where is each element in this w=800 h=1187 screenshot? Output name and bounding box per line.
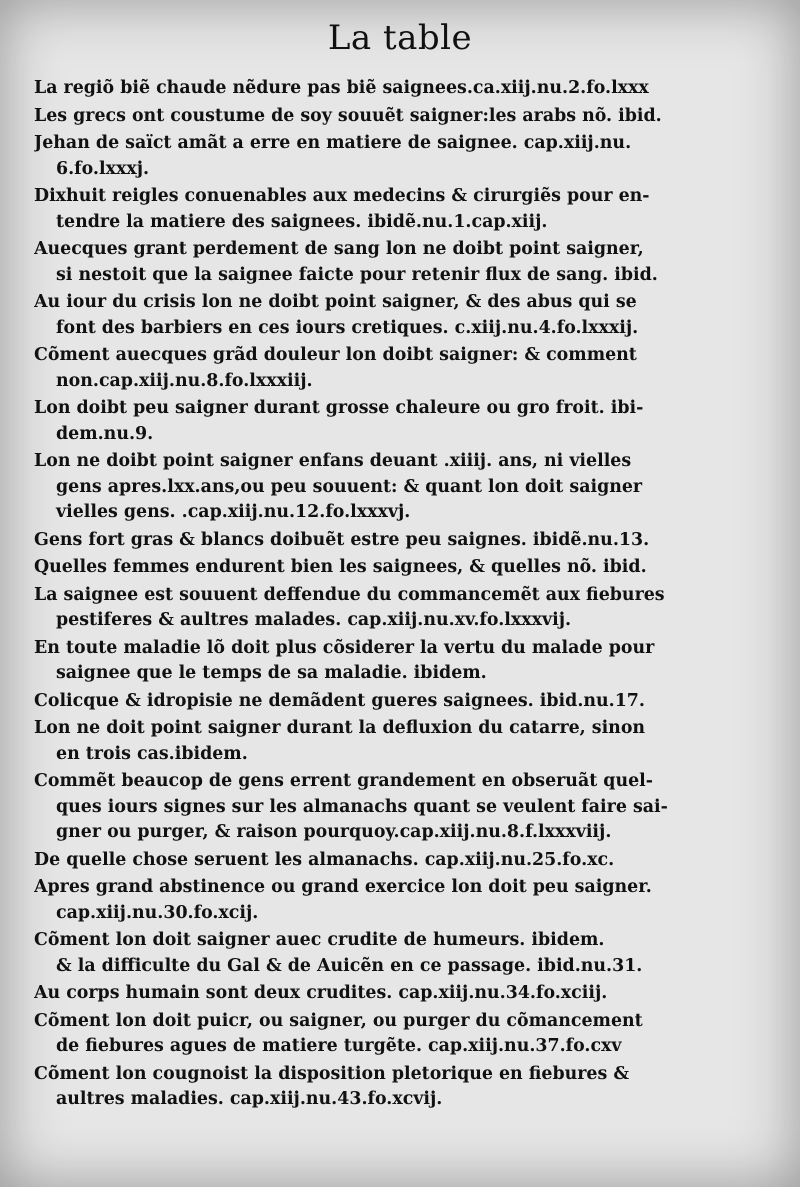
index-entry [34, 981, 764, 1007]
index-entry [34, 689, 764, 715]
entry-continuation-line: en trois cas.ibidem. [56, 743, 248, 764]
index-entry [34, 716, 764, 767]
index-entry [34, 449, 764, 526]
index-entry [34, 184, 764, 235]
index-entry [34, 1009, 764, 1060]
entry-line: Commẽt beaucop de gens errent grandement en obseruãt quel- [34, 771, 653, 791]
index-entry [34, 928, 764, 979]
page-title: La table [327, 18, 473, 58]
index-entry [34, 104, 764, 130]
entry-continuation-line: cap.xiij.nu.30.fo.xcij. [56, 902, 259, 923]
entry-continuation-line: font des barbiers en ces iours cretiques. c.xiij.nu.4.fo.lxxxij. [56, 317, 639, 338]
entry-line: Au iour du crisis lon ne doibt point saigner, & des abus qui se [34, 292, 637, 312]
entry-continuation-line: vielles gens. .cap.xiij.nu.12.fo.lxxxvj. [56, 502, 411, 522]
entry-line: Cõment lon doit saigner auec crudite de humeurs. ibidem. [34, 930, 605, 950]
entry-line: Cõment auecques grãd douleur lon doibt saigner: & comment [34, 345, 637, 365]
entry-continuation-line: ques iours signes sur les almanachs quant se veulent faire sai- [56, 796, 668, 817]
entry-line: Jehan de saïct amãt a erre en matiere de saignee. cap.xiij.nu. [34, 133, 632, 153]
entry-continuation-line: aultres maladies. cap.xiij.nu.43.fo.xcvij. [56, 1089, 443, 1109]
entry-line: Lon doibt peu saigner durant grosse chaleure ou gro froit. ibi- [34, 398, 644, 418]
entry-continuation-line: & la difficulte du Gal & de Auicẽn en ce passage. ibid.nu.31. [56, 955, 643, 976]
index-entry [34, 636, 764, 687]
entry-continuation-line: si nestoit que la saignee faicte pour retenir flux de sang. ibid. [56, 264, 658, 285]
entry-line: Gens fort gras & blancs doibuẽt estre peu saignes. ibidẽ.nu.13. [34, 529, 650, 550]
entry-line: En toute maladie lõ doit plus cõsiderer la vertu du malade pour [34, 637, 655, 658]
entry-line: Apres grand abstinence ou grand exercice lon doit peu saigner. [34, 877, 652, 897]
entry-line: Dixhuit reigles conuenables aux medecins & cirurgiẽs pour en- [34, 186, 650, 206]
index-entry [34, 343, 764, 394]
entry-line: Cõment lon cougnoist la disposition pletorique en fiebures & [34, 1063, 630, 1084]
index-entry [34, 875, 764, 926]
entry-line: Lon ne doibt point saigner enfans deuant .xiiij. ans, ni vielles [34, 451, 632, 471]
entry-continuation-line: gens apres.lxx.ans,ou peu souuent: & quant lon doit saigner [56, 476, 643, 497]
entry-line: Lon ne doit point saigner durant la defluxion du catarre, sinon [34, 718, 646, 738]
entry-continuation-line: de fiebures agues de matiere turgẽte. cap.xiij.nu.37.fo.cxv [56, 1036, 622, 1056]
index-entry [34, 76, 764, 102]
entry-line: Colicque & idropisie ne demãdent gueres saignees. ibid.nu.17. [34, 690, 645, 711]
index-entries [34, 76, 764, 1115]
index-entry [34, 555, 764, 581]
index-entry [34, 583, 764, 634]
index-entry [34, 237, 764, 288]
entry-line: Auecques grant perdement de sang lon ne doibt point saigner, [34, 239, 644, 259]
index-entry [34, 848, 764, 874]
entry-line: La regiõ biẽ chaude nẽdure pas biẽ saignees.ca.xiij.nu.2.fo.lxxx [34, 78, 649, 98]
entry-line: Au corps humain sont deux crudites. cap.xiij.nu.34.fo.xciij. [34, 983, 608, 1003]
index-entry [34, 131, 764, 182]
entry-continuation-line: dem.nu.9. [56, 423, 154, 444]
entry-continuation-line: gner ou purger, & raison pourquoy.cap.xiij.nu.8.f.lxxxviij. [56, 822, 612, 842]
entry-continuation-line: non.cap.xiij.nu.8.fo.lxxxiij. [56, 370, 313, 391]
index-entry [34, 1062, 764, 1113]
entry-line: La saignee est souuent deffendue du commancemẽt aux fiebures [34, 584, 665, 605]
entry-line: De quelle chose seruent les almanachs. cap.xiij.nu.25.fo.xc. [34, 849, 615, 870]
entry-line: Les grecs ont coustume de soy souuẽt saigner:les arabs nõ. ibid. [34, 105, 662, 126]
entry-continuation-line: saignee que le temps de sa maladie. ibidem. [56, 663, 487, 683]
entry-continuation-line: tendre la matiere des saignees. ibidẽ.nu.1.cap.xiij. [56, 211, 548, 232]
index-entry [34, 396, 764, 447]
index-entry [34, 769, 764, 846]
index-entry [34, 528, 764, 554]
entry-line: Quelles femmes endurent bien les saignees, & quelles nõ. ibid. [34, 557, 647, 577]
entry-continuation-line: 6.fo.lxxxj. [56, 158, 150, 179]
index-entry [34, 290, 764, 341]
entry-line: Cõment lon doit puicr, ou saigner, ou purger du cõmancement [34, 1010, 643, 1031]
entry-continuation-line: pestiferes & aultres malades. cap.xiij.nu.xv.fo.lxxxvij. [56, 610, 572, 630]
